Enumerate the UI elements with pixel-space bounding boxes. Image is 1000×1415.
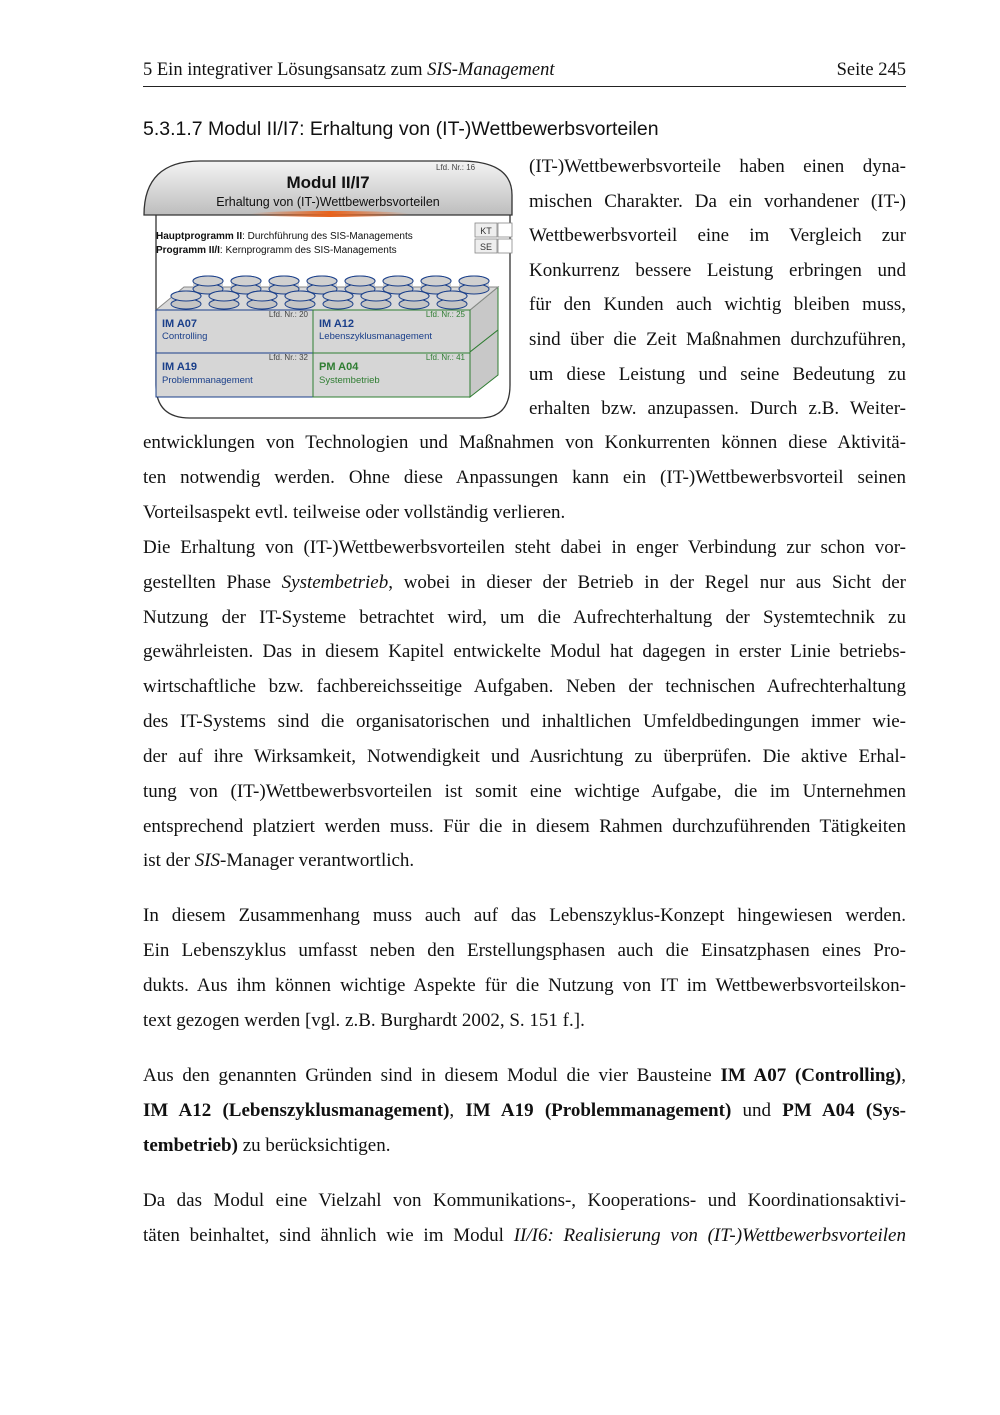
block-name: Problemmanagement	[162, 375, 253, 386]
hauptprogramm-text: : Durchführung des SIS-Managements	[242, 231, 413, 242]
programm-label: Programm II/I	[156, 245, 220, 256]
text-line: entsprechend platziert werden muss. Für die in diesem Rahmen durchzuführenden Tätigkeiten	[143, 816, 906, 837]
text-line: um diese Leistung und seine Bedeutung zu	[529, 364, 906, 385]
text-line: gestellten Phase Systembetrieb, wobei in dieser der Betrieb in der Regel nur aus Sicht der	[143, 572, 907, 593]
text-line: täten beinhaltet, sind ähnlich wie im Modul II/I6: Realisierung von (IT-)Wettbewerbsvorteilen	[143, 1225, 906, 1246]
building-block-im-a07	[156, 310, 313, 353]
block-name: Systembetrieb	[319, 375, 380, 386]
text-line: (IT-)Wettbewerbsvorteile haben einen dyna-	[529, 156, 906, 177]
block-lfd: Lfd. Nr.: 20	[268, 310, 308, 319]
text-line: mischen Charakter. Da ein vorhandener (IT-)	[529, 191, 906, 212]
header-page-number: Seite 245	[836, 60, 906, 80]
text-line: entwicklungen von Technologien und Maßnahmen von Konkurrenten können diese Aktivitä-	[143, 432, 906, 453]
text-line: erhalten bzw. anzupassen. Durch z.B. Weiter-	[529, 398, 906, 419]
text-line: ten notwendig werden. Ohne diese Anpassungen kann ein (IT-)Wettbewerbsvorteil seinen	[143, 467, 906, 488]
text-line: tung von (IT-)Wettbewerbsvorteilen ist somit eine wichtige Aufgabe, die im Unternehmen	[143, 781, 906, 802]
section-heading: 5.3.1.7 Modul II/I7: Erhaltung von (IT-)Wettbewerbsvorteilen	[143, 118, 659, 140]
se-checkbox	[498, 239, 512, 253]
text-line: Wettbewerbsvorteil eine im Vergleich zur	[529, 225, 906, 246]
block-lfd: Lfd. Nr.: 32	[268, 353, 308, 362]
programm-line	[156, 245, 397, 256]
text-line: des IT-Systems sind die organisatorischen und inhaltlichen Umfeldbedingungen immer wie-	[143, 711, 906, 732]
module-lfd-nr: Lfd. Nr.: 16	[436, 163, 476, 172]
text-line: Die Erhaltung von (IT-)Wettbewerbsvorteilen steht dabei in enger Verbindung zur schon vor-	[143, 537, 906, 558]
text-line: Aus den genannten Gründen sind in diesem Modul die vier Bausteine IM A07 (Controlling),	[143, 1065, 906, 1086]
text-line: Ein Lebenszyklus umfasst neben den Erstellungsphasen auch die Einsatzphasen eines Pro-	[143, 940, 906, 961]
text-line: Konkurrenz bessere Leistung erbringen und	[529, 260, 906, 281]
text-line: tembetrieb) zu berücksichtigen.	[143, 1135, 391, 1156]
building-block-pm-a04	[313, 353, 470, 397]
block-lfd: Lfd. Nr.: 25	[425, 310, 465, 319]
text-line: IM A12 (Lebenszyklusmanagement), IM A19 (Problemmanagement) und PM A04 (Sys-	[143, 1100, 907, 1121]
building-block-im-a12	[313, 310, 470, 353]
block-code: PM A04	[319, 361, 359, 373]
text-line: gewährleisten. Das in diesem Kapitel entwickelte Modul hat dagegen in erster Linie betriebs-	[143, 641, 906, 662]
text-line: text gezogen werden [vgl. z.B. Burghardt 2002, S. 151 f.].	[143, 1010, 585, 1031]
text-line: In diesem Zusammenhang muss auch auf das Lebenszyklus-Konzept hingewiesen werden.	[143, 905, 906, 926]
kt-checkbox	[498, 223, 512, 237]
building-block-im-a19	[156, 353, 313, 397]
text-line: ist der SIS-Manager verantwortlich.	[143, 850, 415, 871]
text-line: wirtschaftliche bzw. fachbereichsseitige Aufgaben. Neben der technischen Aufrechterhaltung	[143, 676, 906, 697]
block-name: Lebenszyklusmanagement	[319, 331, 433, 342]
module-subtitle: Erhaltung von (IT-)Wettbewerbsvorteilen	[216, 195, 440, 209]
hauptprogramm-line	[156, 231, 413, 242]
text-line: sind über die Zeit Maßnahmen durchzuführen,	[529, 329, 906, 350]
block-code: IM A19	[162, 361, 198, 373]
block-name: Controlling	[162, 331, 208, 342]
header-chapter: 5 Ein integrativer Lösungsansatz zum SIS-Management	[143, 60, 555, 80]
text-line: der auf ihre Wirksamkeit, Notwendigkeit und Ausrichtung zu überprüfen. Die aktive Erhal-	[143, 746, 906, 767]
kt-label: KT	[480, 226, 492, 236]
accent-underline	[250, 211, 410, 217]
block-lfd: Lfd. Nr.: 41	[425, 353, 465, 362]
text-line: Da das Modul eine Vielzahl von Kommunikations-, Kooperations- und Koordinationsaktivi-	[143, 1190, 906, 1211]
module-title: Modul II/I7	[286, 173, 370, 192]
text-line: Vorteilsaspekt evtl. teilweise oder vollständig verlieren.	[143, 502, 566, 523]
text-line: dukts. Aus ihm können wichtige Aspekte für die Nutzung von IT im Wettbewerbsvorteilskon-	[143, 975, 906, 996]
block-code: IM A12	[319, 318, 355, 330]
block-studs	[171, 276, 489, 309]
text-line: für den Kunden auch wichtig bleiben muss,	[529, 294, 906, 315]
text-line: Nutzung der IT-Systeme betrachtet wird, um die Aufrechterhaltung der Systemtechnik zu	[143, 607, 906, 628]
hauptprogramm-label: Hauptprogramm II	[156, 231, 243, 242]
module-figure	[140, 155, 520, 425]
programm-text: : Kernprogramm des SIS-Managements	[219, 245, 397, 256]
se-label: SE	[479, 242, 493, 252]
running-header	[143, 60, 906, 87]
block-code: IM A07	[162, 318, 198, 330]
